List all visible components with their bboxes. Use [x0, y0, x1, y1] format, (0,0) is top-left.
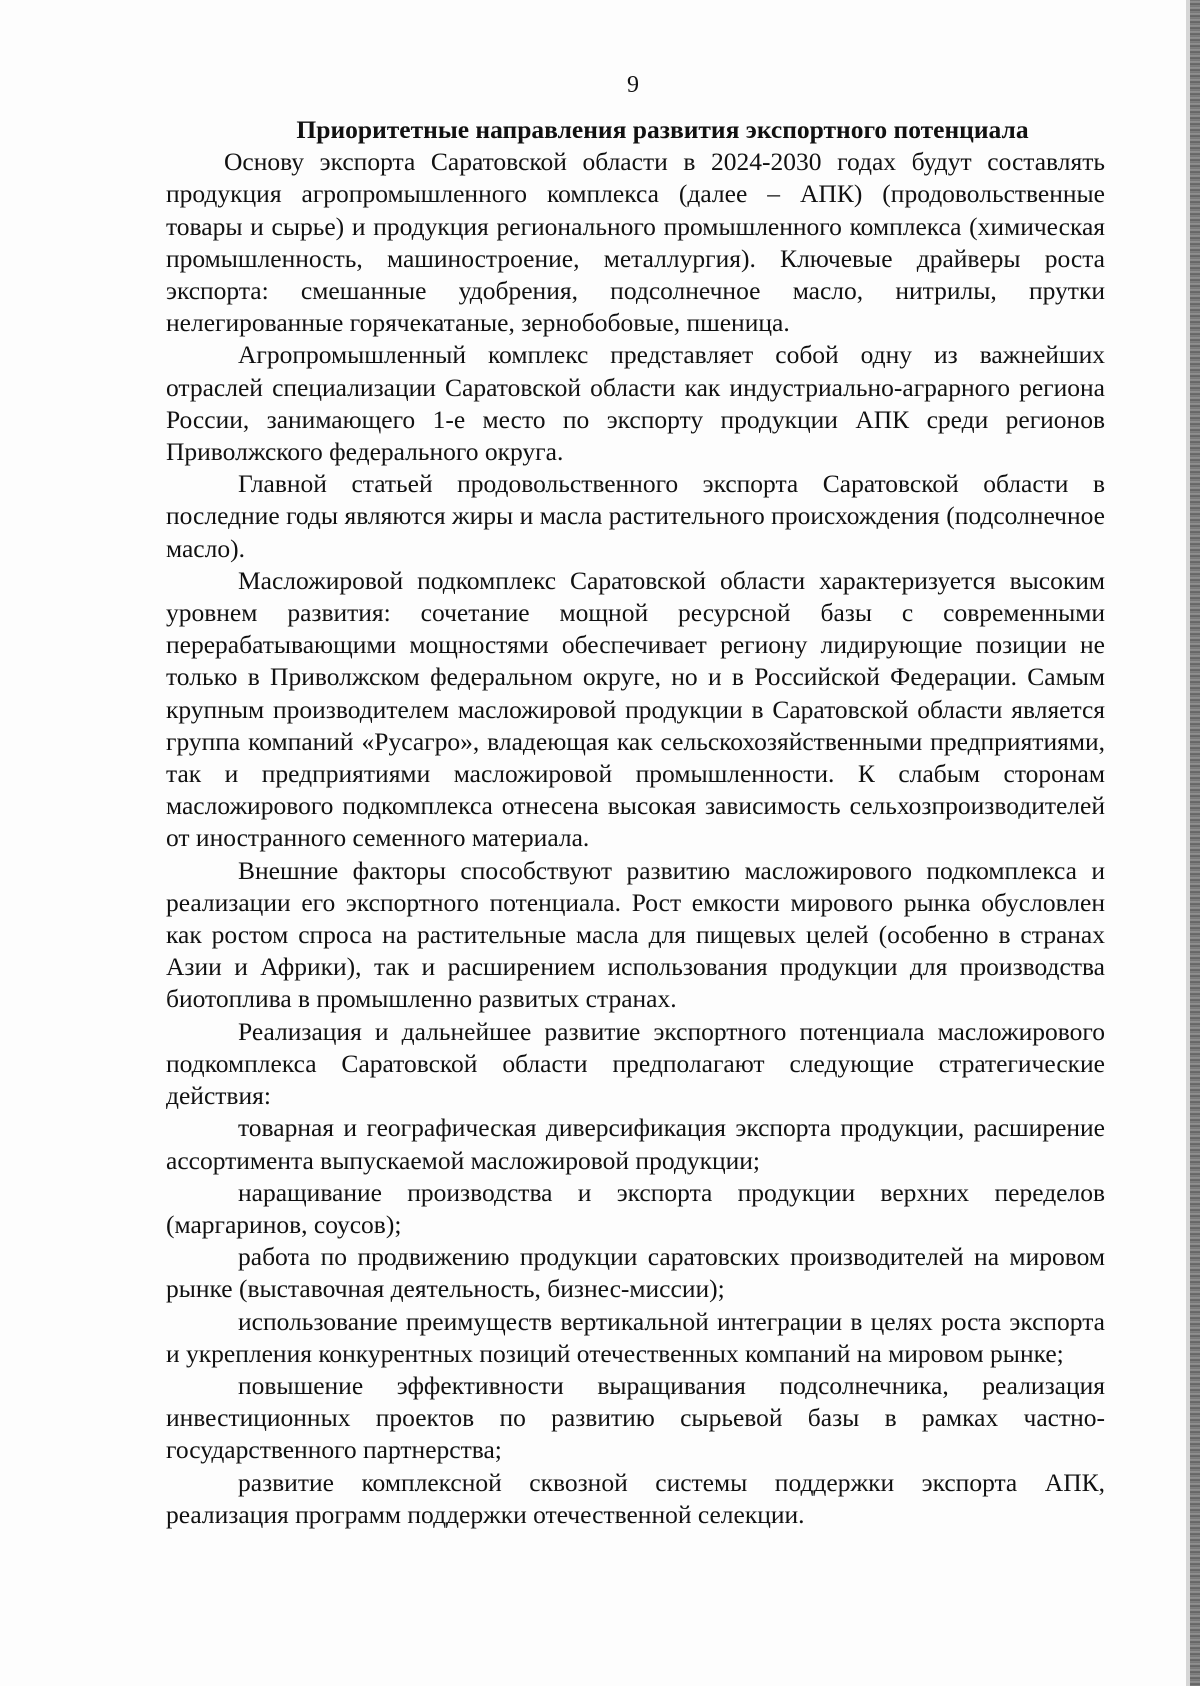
list-item: использование преимуществ вертикальной интеграции в целях роста экспорта и укрепления конкурентных позиций отечественных компаний на мировом рынке;: [166, 1306, 1105, 1368]
paragraph: Масложировой подкомплекс Саратовской области характеризуется высоким уровнем развития: сочетание мощной ресурсной базы с современными перерабатывающими мощностями обеспечивает региону лидирующие позиции не только в Приволжском федеральном округе, но и в Российской Федерации. Самым крупным производителем масложировой продукции в Саратовской области является группа компаний «Русагро», владеющая как сельскохозяйственными предприятиями, так и предприятиями масложировой промышленности. К слабым сторонам масложирового подкомплекса отнесена высокая зависимость сельхозпроизводителей от иностранного семенного материала.: [166, 565, 1105, 853]
scan-edge: [1190, 0, 1200, 1686]
list-item: работа по продвижению продукции саратовских производителей на мировом рынке (выставочная деятельность, бизнес-миссии);: [166, 1242, 1105, 1304]
list-item: повышение эффективности выращивания подсолнечника, реализация инвестиционных проектов по развитию сырьевой базы в рамках частно-государственного партнерства;: [166, 1370, 1105, 1465]
section-title: Приоритетные направления развития экспортного потенциала: [296, 115, 1029, 144]
paragraph: Реализация и дальнейшее развитие экспортного потенциала масложирового подкомплекса Саратовской области предполагают следующие стратегические действия:: [166, 1016, 1105, 1111]
paragraph: Основу экспорта Саратовской области в 2024-2030 годах будут составлять продукция агропромышленного комплекса (далее – АПК) (продовольственные товары и сырье) и продукция регионального промышленного комплекса (химическая промышленность, машиностроение, металлургия). Ключевые драйверы роста экспорта: смешанные удобрения, подсолнечное масло, нитрилы, прутки нелегированные горячекатаные, зернобобовые, пшеница.: [166, 147, 1105, 338]
list-item: товарная и географическая диверсификация экспорта продукции, расширение ассортимента выпускаемой масложировой продукции;: [166, 1113, 1105, 1175]
list-item: наращивание производства и экспорта продукции верхних переделов (маргаринов, соусов);: [166, 1177, 1105, 1239]
paragraph: Главной статьей продовольственного экспорта Саратовской области в последние годы являются жиры и масла растительного происхождения (подсолнечное масло).: [166, 469, 1105, 563]
paragraph: Агропромышленный комплекс представляет собой одну из важнейших отраслей специализации Саратовской области как индустриально-аграрного региона России, занимающего 1-е место по экспорту продукции АПК среди регионов Приволжского федерального округа.: [166, 340, 1105, 467]
list-item: развитие комплексной сквозной системы поддержки экспорта АПК, реализация программ поддержки отечественной селекции.: [166, 1467, 1105, 1529]
document-body: [166, 114, 1105, 1531]
paragraph: Внешние факторы способствуют развитию масложирового подкомплекса и реализации его экспортного потенциала. Рост емкости мирового рынка обусловлен как ростом спроса на растительные масла для пищевых целей (особенно в странах Азии и Африки), так и расширением использования продукции для производства биотоплива в промышленно развитых странах.: [166, 855, 1105, 1014]
page-number: 9: [627, 72, 639, 98]
